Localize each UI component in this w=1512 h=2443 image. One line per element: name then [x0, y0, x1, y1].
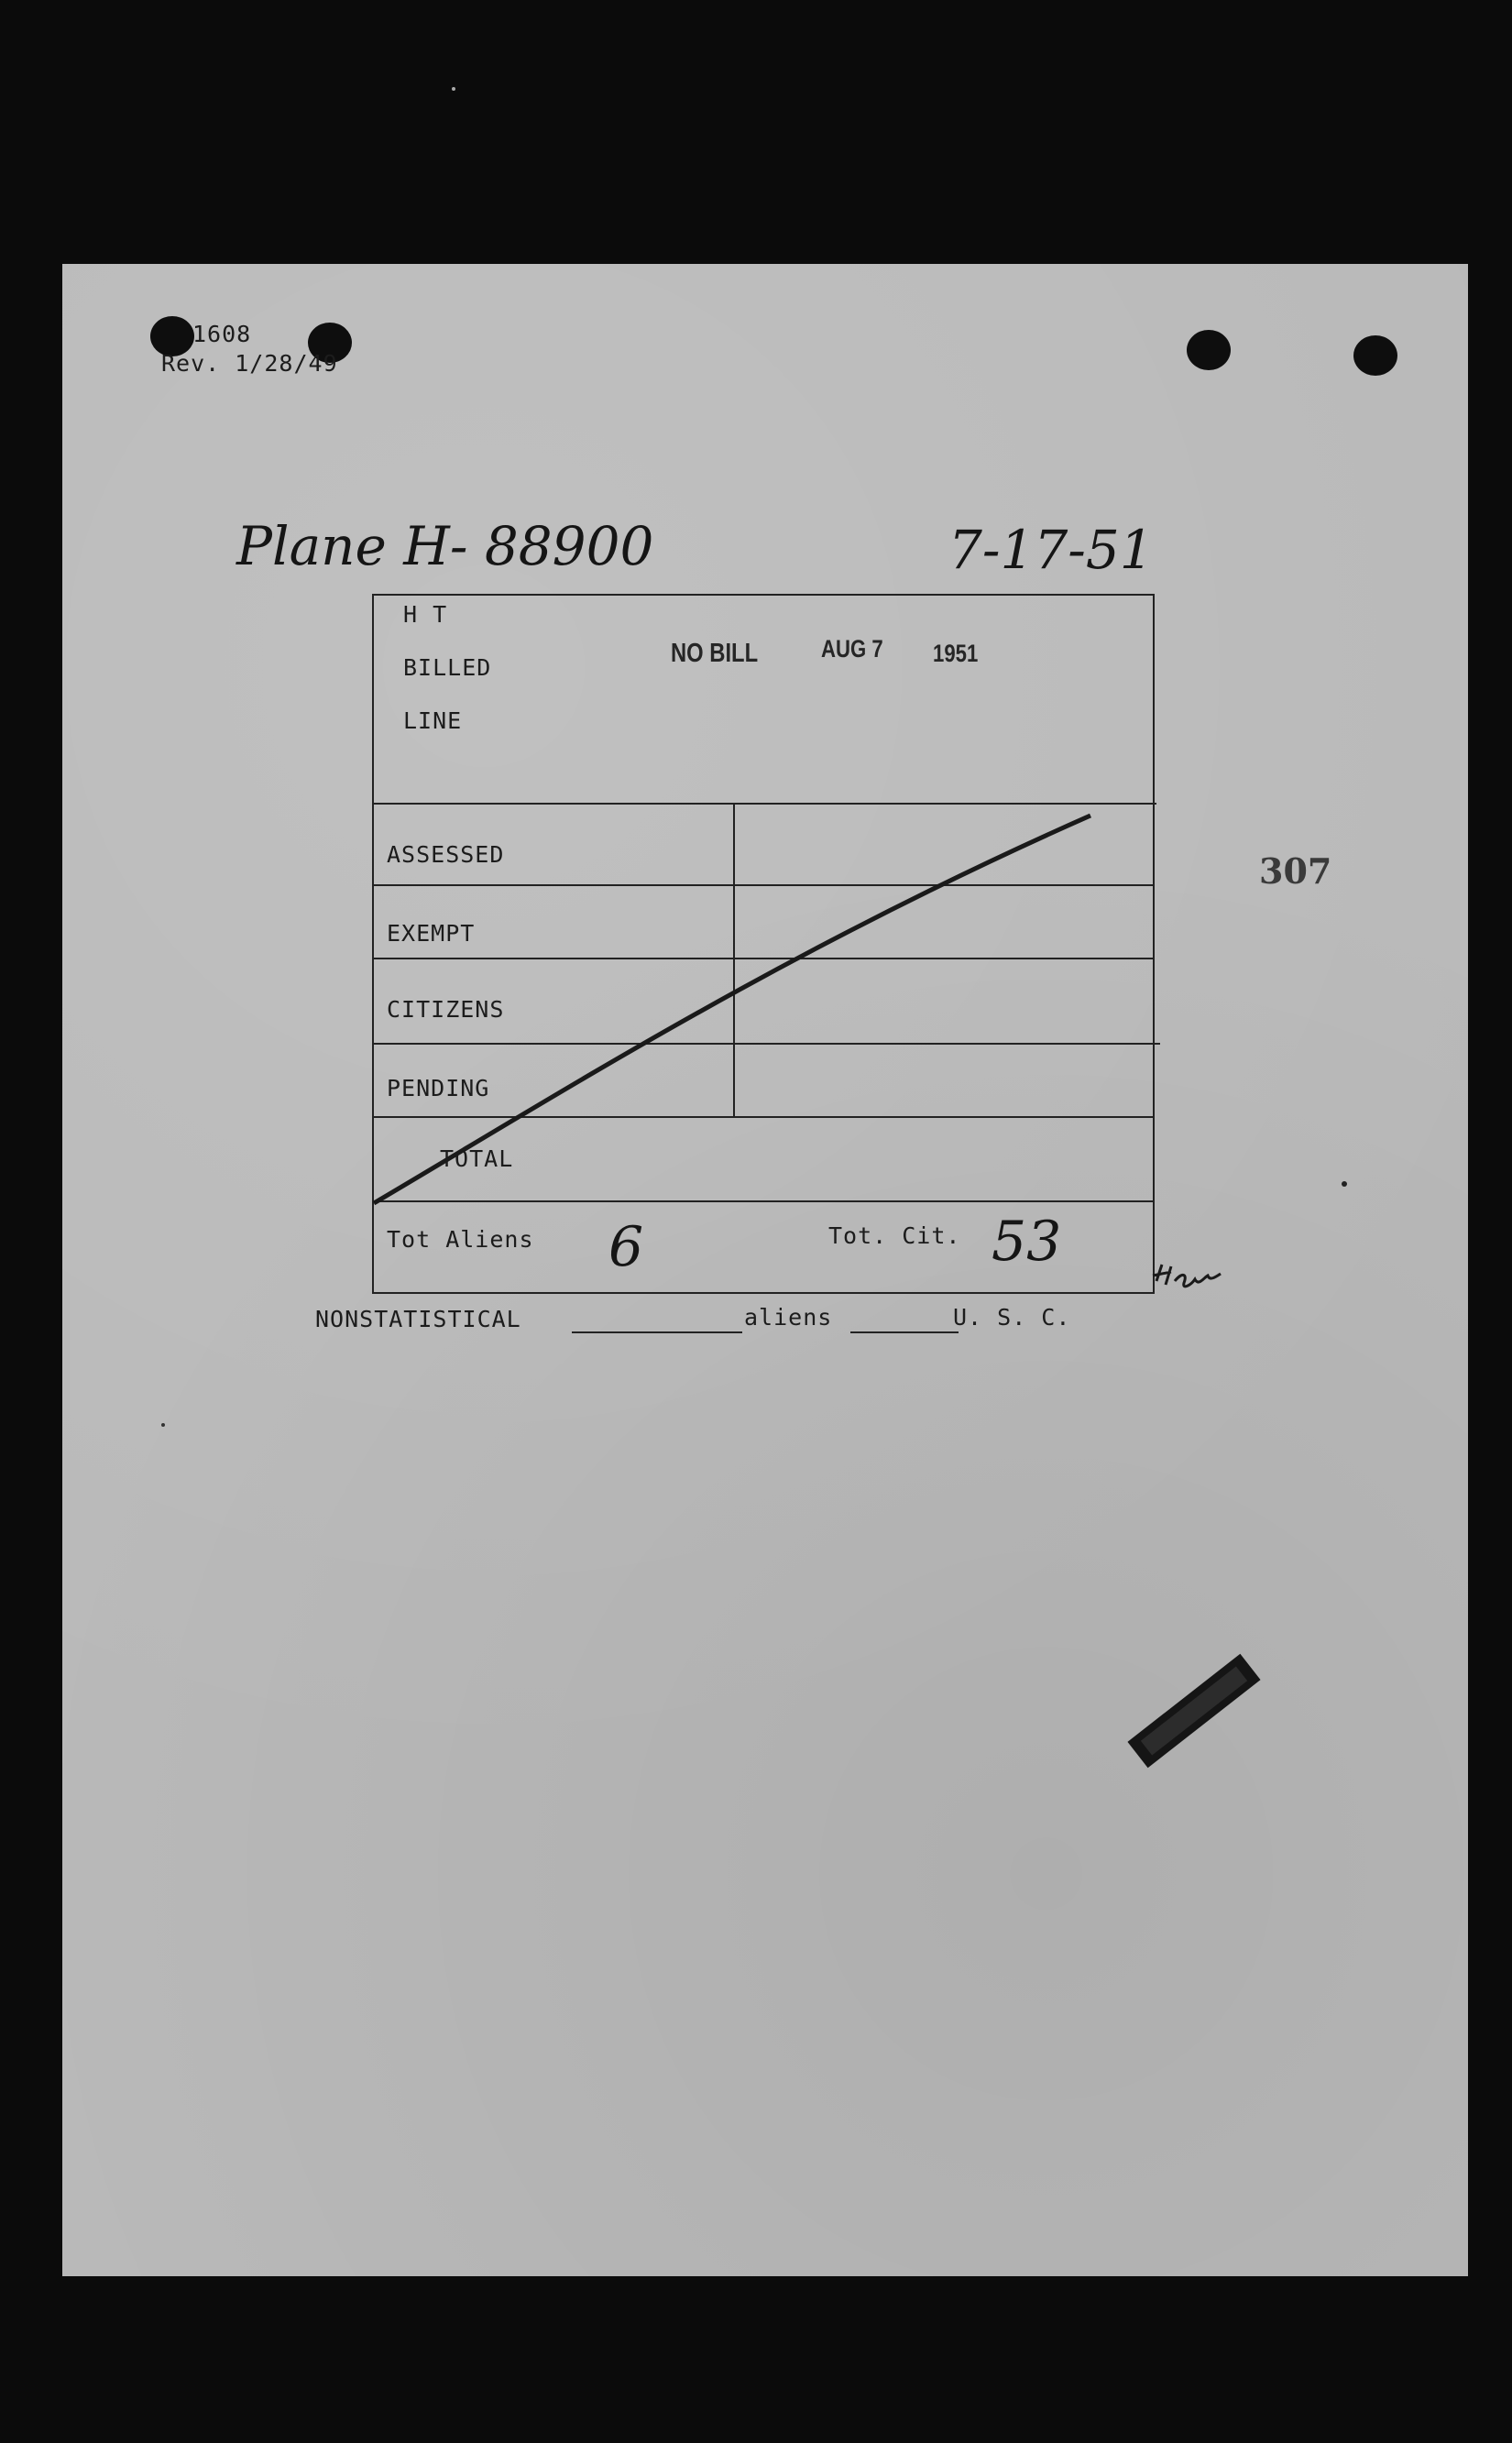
- row-label-total: TOTAL: [440, 1145, 514, 1172]
- row-label-citizens: CITIZENS: [387, 996, 505, 1023]
- header-line-2: BILLED: [403, 654, 492, 681]
- tot-aliens-value: 6: [608, 1215, 644, 1279]
- tot-cit-label: Tot. Cit.: [828, 1222, 961, 1249]
- row-label-pending: PENDING: [387, 1075, 490, 1101]
- header-line-1: H T: [403, 601, 448, 628]
- handwritten-date: 7-17-51: [948, 519, 1154, 581]
- row-label-assessed: ASSESSED: [387, 841, 505, 868]
- header-line-3: LINE: [403, 707, 463, 734]
- nonstatistical-blank: [572, 1331, 742, 1333]
- row-label-exempt: EXEMPT: [387, 920, 476, 947]
- aliens-blank: [850, 1331, 959, 1333]
- stamp-date: AUG 7: [821, 635, 883, 663]
- page-number-stamp: 307: [1259, 850, 1332, 892]
- no-bill-stamp: NO BILL: [671, 639, 759, 668]
- tot-aliens-label: Tot Aliens: [387, 1226, 534, 1253]
- form-number: 1608: [192, 321, 252, 347]
- tot-cit-value: 53: [992, 1210, 1062, 1274]
- handwritten-plane-number: Plane H- 88900: [236, 515, 654, 577]
- nonstatistical-label: NONSTATISTICAL: [315, 1306, 521, 1332]
- aliens-label: aliens: [744, 1304, 833, 1331]
- stamp-year: 1951: [933, 640, 979, 667]
- usc-label: U. S. C.: [953, 1304, 1071, 1331]
- form-revision: Rev. 1/28/49: [161, 350, 338, 377]
